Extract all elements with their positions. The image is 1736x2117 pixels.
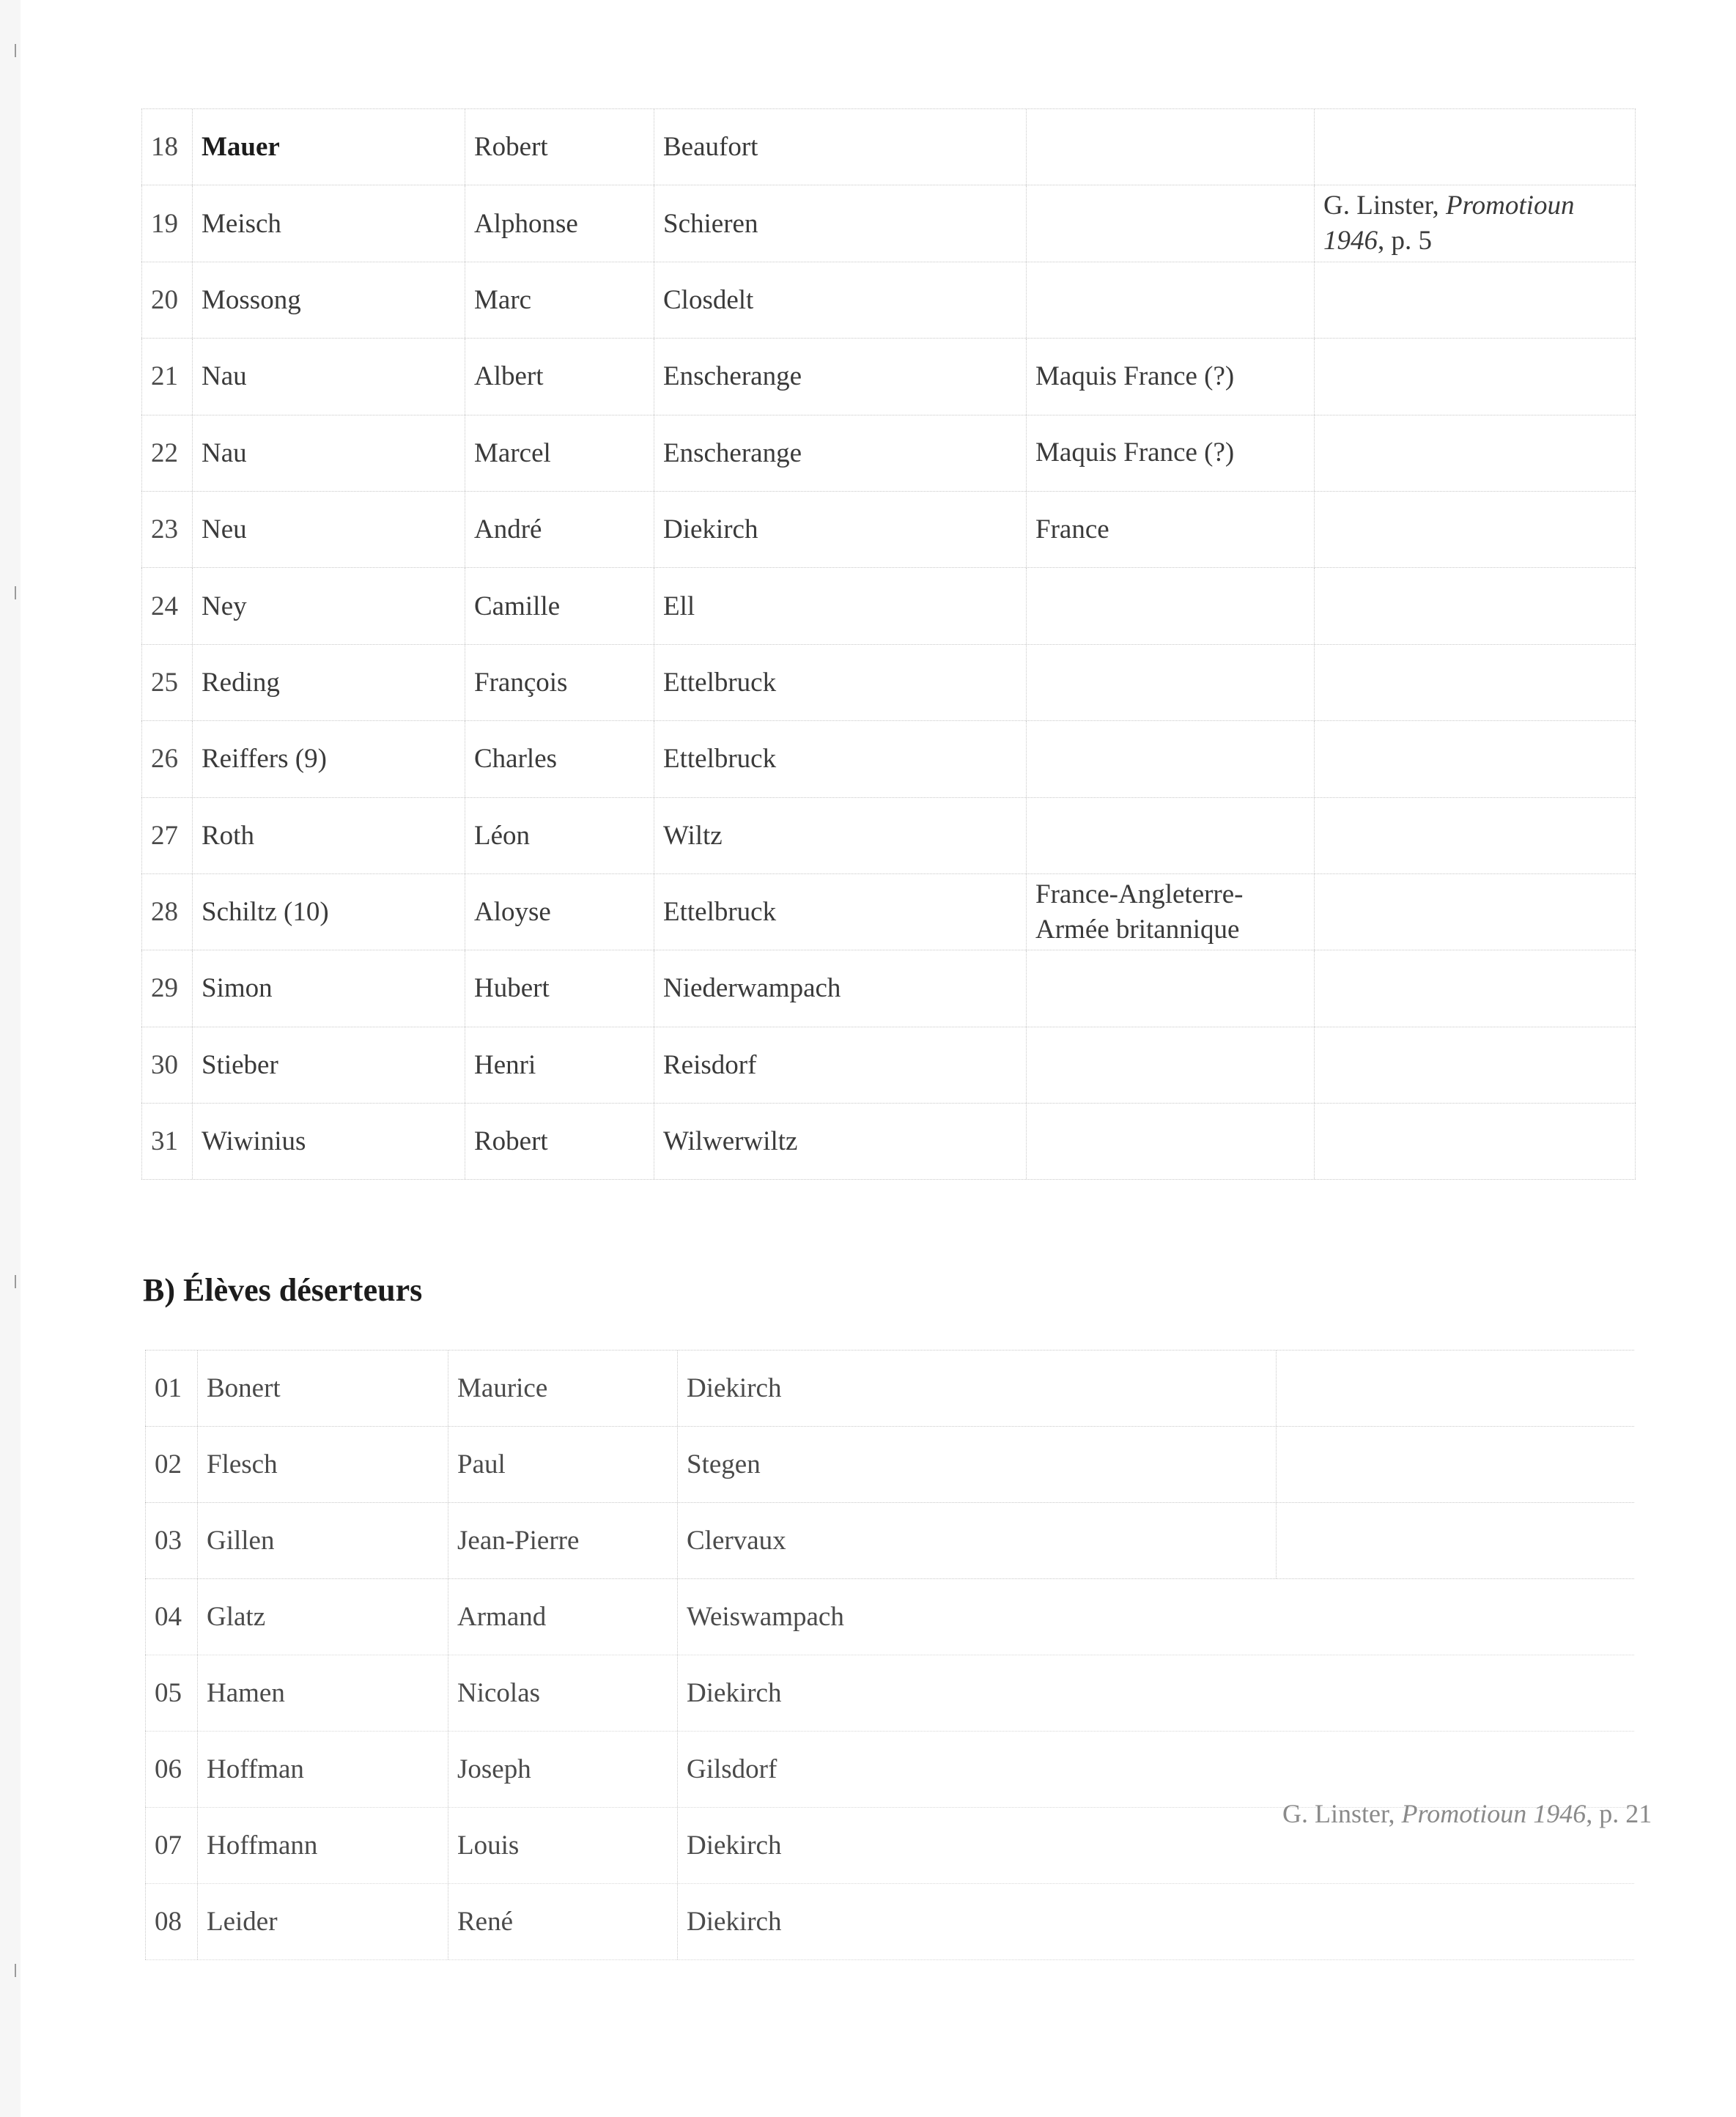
row-number: 28 [141,874,193,950]
table-row [141,339,1636,415]
route-cell [1027,798,1315,873]
source-cell [1277,1503,1634,1578]
row-number: 30 [141,1027,193,1103]
source-cell [1315,109,1636,185]
source-cell [1315,262,1636,338]
route-cell [1027,185,1315,261]
row-number: 04 [145,1579,198,1655]
firstname-cell: Marc [465,262,654,338]
place-cell: Enscherange [654,415,1027,491]
table-row [145,1655,1634,1732]
surname-cell: Reding [193,645,465,720]
row-number: 21 [141,339,193,414]
route-cell [1027,950,1315,1026]
source-cell [1315,339,1636,414]
place-cell: Stegen [678,1427,1277,1502]
route-cell: Maquis France (?) [1027,339,1315,414]
place-cell: Gilsdorf [687,1754,777,1784]
table-row [141,874,1636,950]
table-row [145,1427,1634,1503]
source-cell [1315,415,1636,491]
place-cell: Wilwerwiltz [654,1104,1027,1179]
row-number: 25 [141,645,193,720]
surname-cell: Stieber [193,1027,465,1103]
source-cell [1315,798,1636,873]
source-cell [1315,874,1636,950]
table-b [145,1350,1634,1960]
table-row [141,185,1636,262]
table-row [145,1884,1634,1960]
place-cell: Enscherange [654,339,1027,414]
source-cell [1315,721,1636,797]
table-row [141,645,1636,721]
firstname-cell: André [465,492,654,567]
source-cell [1315,1027,1636,1103]
firstname-cell: Henri [465,1027,654,1103]
surname-cell: Wiwinius [193,1104,465,1179]
row-number: 24 [141,568,193,643]
table-row [141,721,1636,797]
table-row [141,1104,1636,1180]
firstname-cell: François [465,645,654,720]
row-number: 31 [141,1104,193,1179]
place-cell: Ettelbruck [654,645,1027,720]
surname-cell: Ney [193,568,465,643]
firstname-cell: Camille [465,568,654,643]
surname-cell: Hoffmann [198,1808,448,1883]
source-cell [1315,185,1636,261]
route-cell: Maquis France (?) [1027,415,1315,491]
row-number: 08 [145,1884,198,1959]
surname-cell: Glatz [198,1579,448,1655]
source-cell [1277,1884,1634,1959]
place-cell: Wiltz [654,798,1027,873]
surname-cell: Neu [193,492,465,567]
place-cell: Diekirch [678,1351,1277,1426]
place-cell: Ell [654,568,1027,643]
place-cell: Clervaux [678,1503,1277,1578]
surname-cell: Meisch [193,185,465,261]
surname-cell: Bonert [198,1351,448,1426]
row-number: 20 [141,262,193,338]
source-note-b [1282,1795,1652,1832]
firstname-cell: Nicolas [448,1655,678,1731]
scan-mark [15,586,16,599]
place-cell: Weiswampach [687,1602,844,1632]
scan-mark [15,1964,16,1977]
source-cell [1315,645,1636,720]
place-cell: Niederwampach [654,950,1027,1026]
scan-mark [15,1275,16,1288]
place-cell: Ettelbruck [654,721,1027,797]
place-cell: Diekirch [687,1907,782,1937]
route-cell [1027,109,1315,185]
table-row [145,1503,1634,1579]
surname-cell: Hamen [198,1655,448,1731]
firstname-cell: Charles [465,721,654,797]
source-cell [1315,568,1636,643]
table-row [141,415,1636,492]
row-number: 01 [145,1351,198,1426]
firstname-cell: Aloyse [465,874,654,950]
source-page: , p. 21 [1586,1799,1652,1828]
route-cell [1027,1104,1315,1179]
source-cell [1277,1427,1634,1502]
table-a [141,108,1636,1180]
place-cell: Diekirch [654,492,1027,567]
source-note-a [1323,188,1635,259]
firstname-cell: Joseph [448,1732,678,1807]
route-cell [1027,721,1315,797]
row-number: 27 [141,798,193,873]
source-cell [1315,1104,1636,1179]
page-edge [0,0,21,2117]
row-number: 29 [141,950,193,1026]
surname-cell: Gillen [198,1503,448,1578]
firstname-cell: Albert [465,339,654,414]
row-number: 26 [141,721,193,797]
route-cell [1027,1027,1315,1103]
row-number: 19 [141,185,193,261]
surname-cell: Hoffman [198,1732,448,1807]
firstname-cell: Jean-Pierre [448,1503,678,1578]
table-row [141,108,1636,185]
surname-cell: Reiffers (9) [193,721,465,797]
surname-cell: Mossong [193,262,465,338]
source-cell [1315,950,1636,1026]
firstname-cell: Alphonse [465,185,654,261]
source-cell [1277,1655,1634,1731]
source-page: , p. 5 [1378,226,1432,256]
place-cell: Schieren [654,185,1027,261]
firstname-cell: Louis [448,1808,678,1883]
route-cell: France-Angleterre- Armée britannique [1027,874,1315,950]
surname-cell: Nau [193,415,465,491]
route-cell [1027,645,1315,720]
source-cell [1277,1579,1634,1655]
place-cell: Closdelt [654,262,1027,338]
section-heading: B) Élèves déserteurs [143,1272,423,1308]
firstname-cell: René [448,1884,678,1959]
row-number: 06 [145,1732,198,1807]
row-number: 02 [145,1427,198,1502]
surname-cell: Nau [193,339,465,414]
place-cell: Reisdorf [654,1027,1027,1103]
source-author: G. Linster, [1323,191,1439,221]
surname-cell: Simon [193,950,465,1026]
table-row [145,1579,1634,1655]
route-cell [1027,568,1315,643]
table-row [141,262,1636,339]
source-title: Promotioun 1946 [1401,1799,1587,1828]
route-cell: France [1027,492,1315,567]
firstname-cell: Armand [448,1579,678,1655]
row-number: 03 [145,1503,198,1578]
row-number: 05 [145,1655,198,1731]
place-cell: Diekirch [687,1678,782,1708]
firstname-cell: Paul [448,1427,678,1502]
firstname-cell: Robert [465,1104,654,1179]
place-cell: Diekirch [687,1830,782,1861]
place-cell: Beaufort [654,109,1027,185]
surname-cell: Mauer [193,109,465,185]
source-cell [1315,492,1636,567]
row-number: 22 [141,415,193,491]
source-author: G. Linster, [1282,1799,1395,1828]
surname-cell: Flesch [198,1427,448,1502]
surname-cell: Schiltz (10) [193,874,465,950]
row-number: 23 [141,492,193,567]
table-row [145,1350,1634,1427]
firstname-cell: Robert [465,109,654,185]
source-title: Promotioun 1946 [1323,191,1575,256]
row-number: 07 [145,1808,198,1883]
place-cell: Ettelbruck [654,874,1027,950]
table-row [141,568,1636,644]
surname-cell: Roth [193,798,465,873]
row-number: 18 [141,109,193,185]
source-cell [1277,1351,1634,1426]
table-row [141,1027,1636,1104]
scan-mark [15,44,16,57]
surname-cell: Leider [198,1884,448,1959]
route-cell [1027,262,1315,338]
table-row [141,798,1636,874]
firstname-cell: Hubert [465,950,654,1026]
firstname-cell: Léon [465,798,654,873]
firstname-cell: Marcel [465,415,654,491]
table-row [141,950,1636,1027]
firstname-cell: Maurice [448,1351,678,1426]
table-row [141,492,1636,568]
